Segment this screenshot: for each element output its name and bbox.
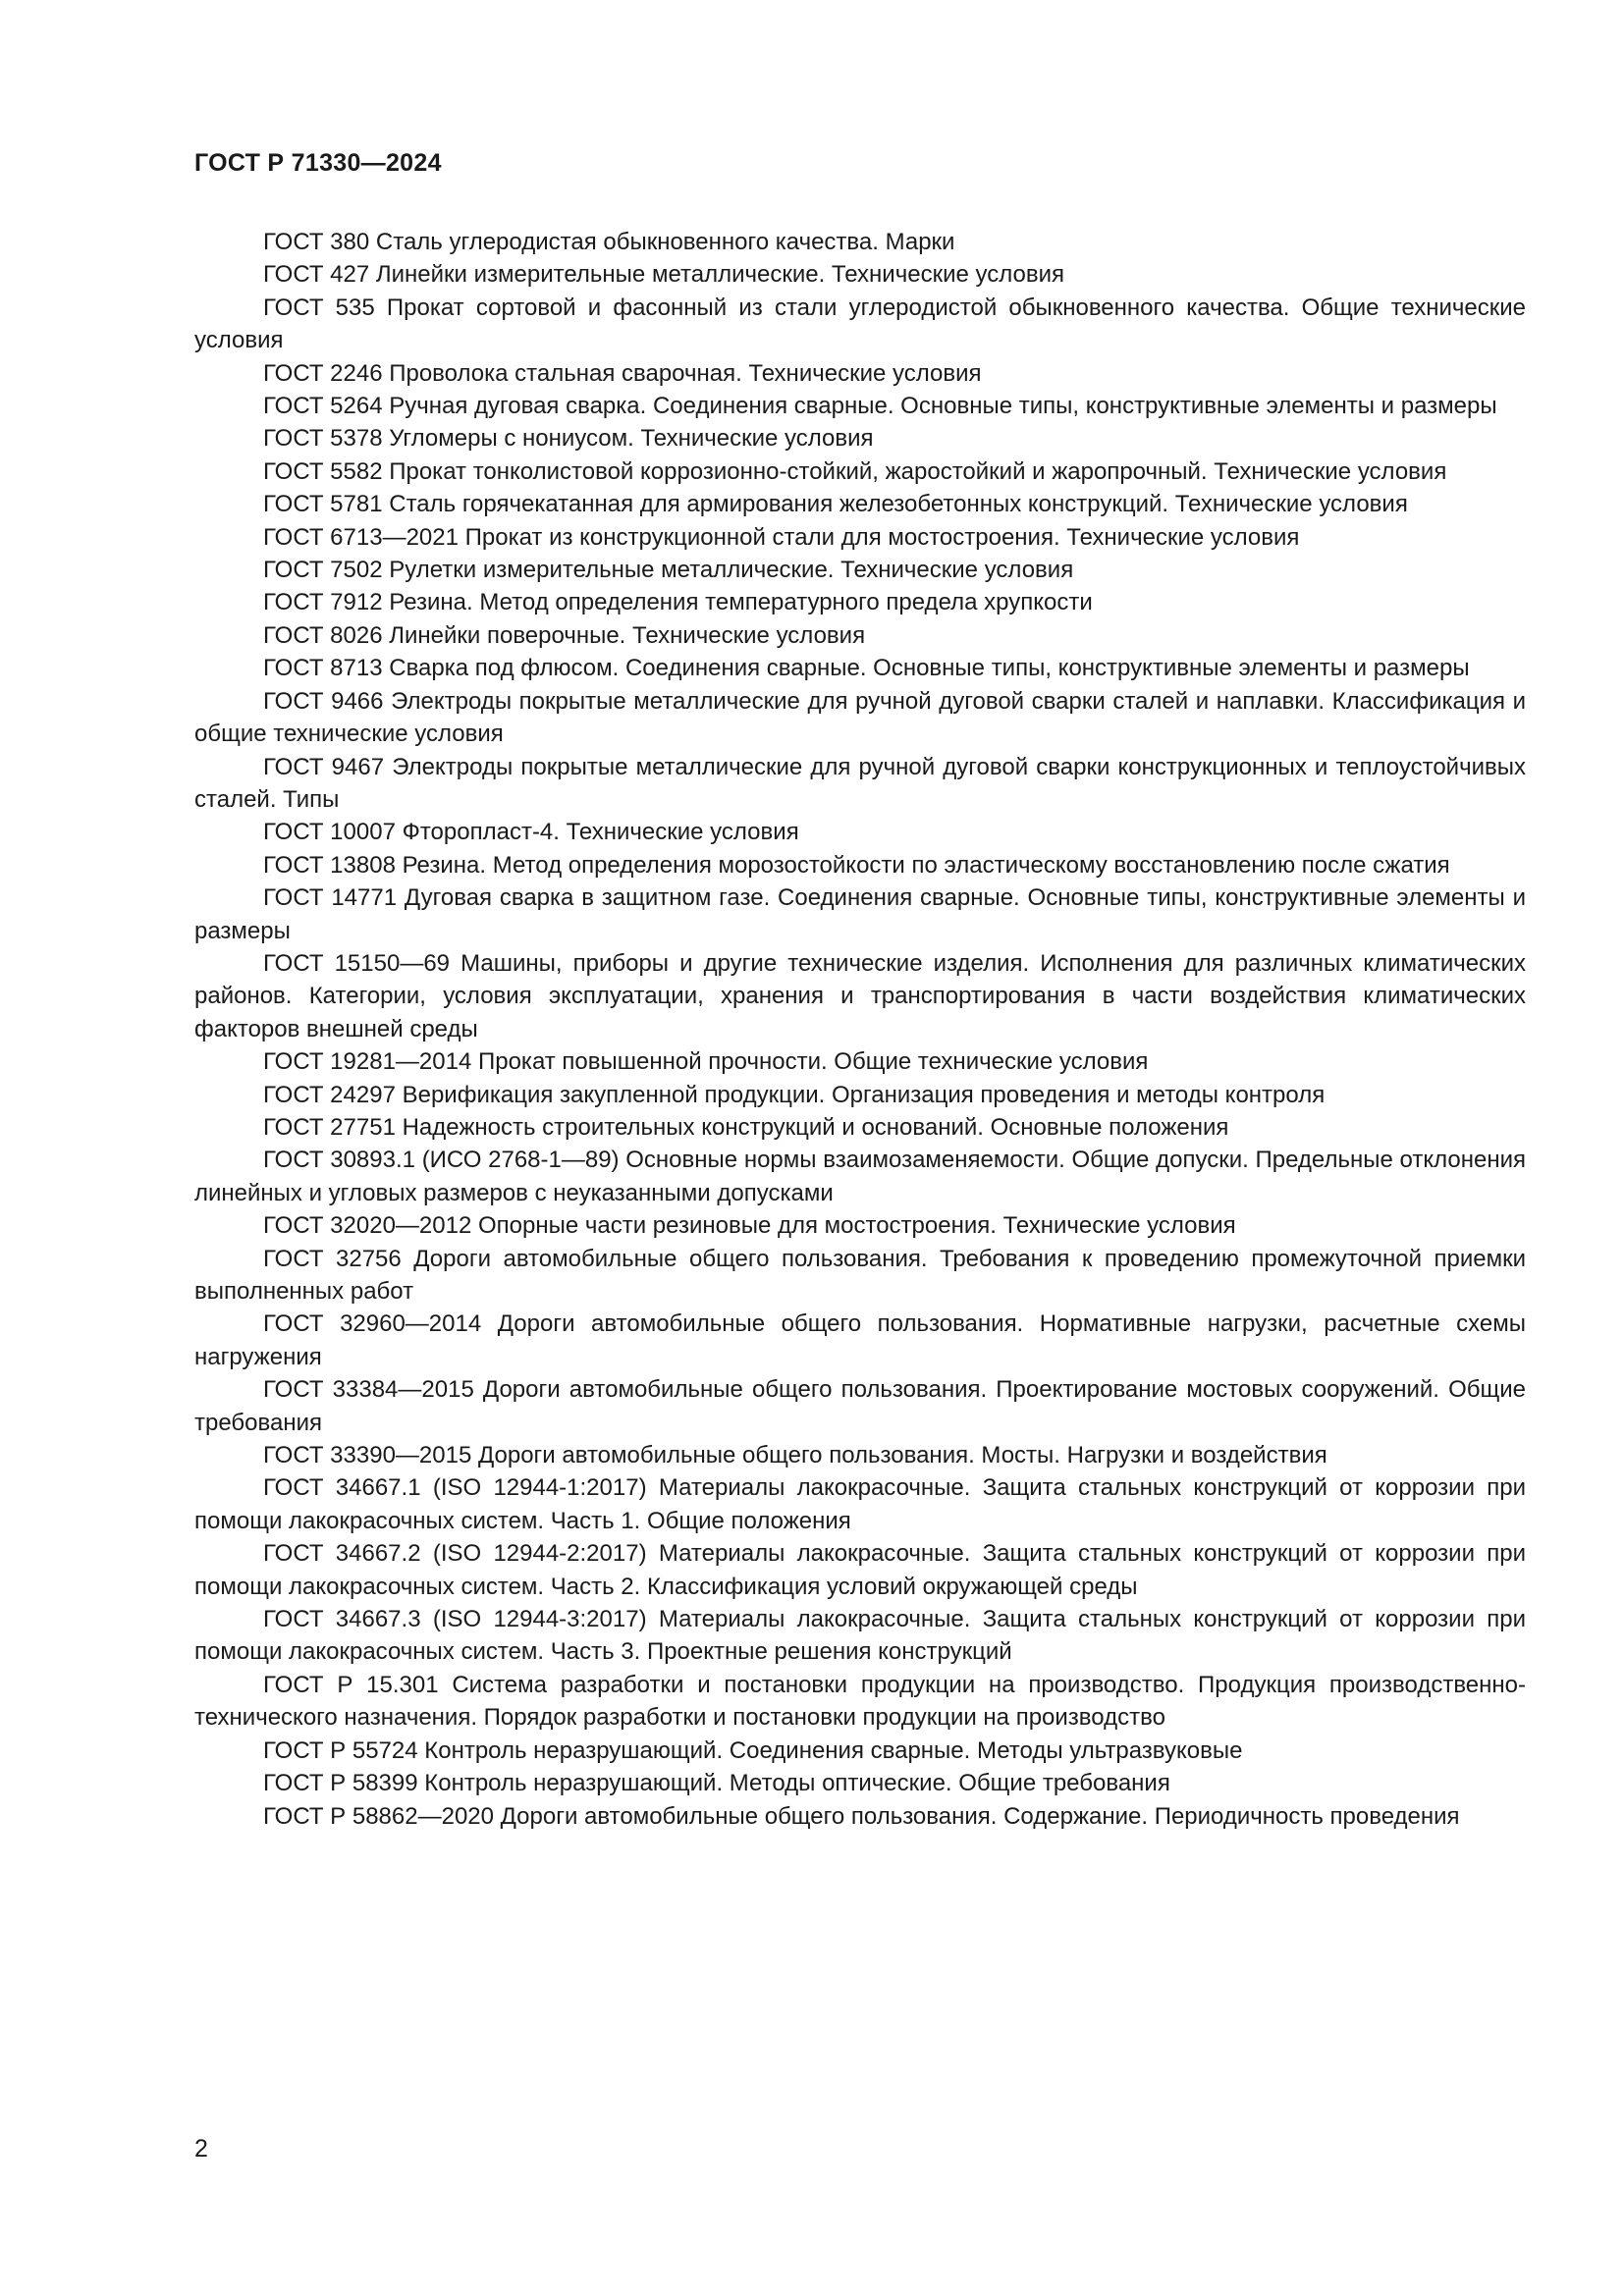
reference-item: ГОСТ 6713—2021 Прокат из конструкционной стали для мостостроения. Технические условия (263, 523, 1300, 551)
reference-item: ГОСТ 7912 Резина. Метод определения температурного предела хрупкости (263, 589, 1093, 616)
reference-item: ГОСТ 9466 Электроды покрытые металлические для ручной дуговой сварки сталей и наплавки. Классификация и общие технические условия (194, 687, 1526, 748)
reference-item: ГОСТ 33384—2015 Дороги автомобильные общего пользования. Проектирование мостовых сооружений. Общие требования (194, 1376, 1526, 1436)
reference-item: ГОСТ 9467 Электроды покрытые металлические для ручной дуговой сварки конструкционных и теплоустойчивых сталей. Типы (194, 753, 1526, 813)
reference-item: ГОСТ 380 Сталь углеродистая обыкновенного качества. Марки (263, 229, 955, 255)
reference-item: ГОСТ 5582 Прокат тонколистовой коррозионно-стойкий, жаростойкий и жаропрочный. Технические условия (263, 457, 1447, 485)
normative-references-list (194, 226, 1526, 1833)
reference-item: ГОСТ Р 15.301 Система разработки и постановки продукции на производство. Продукция производственно-технического назначения. Порядок разработки и постановки продукции на производство (194, 1671, 1526, 1732)
reference-item: ГОСТ 19281—2014 Прокат повышенной прочности. Общие технические условия (263, 1048, 1149, 1076)
reference-item: ГОСТ Р 58399 Контроль неразрушающий. Методы оптические. Общие требования (263, 1770, 1170, 1797)
reference-item: ГОСТ 8026 Линейки поверочные. Технические условия (263, 621, 866, 649)
reference-item: ГОСТ 5378 Угломеры с нониусом. Технические условия (263, 425, 874, 453)
reference-item: ГОСТ 32960—2014 Дороги автомобильные общего пользования. Нормативные нагрузки, расчетные схемы нагружения (194, 1310, 1526, 1370)
reference-item: ГОСТ 27751 Надежность строительных конструкций и оснований. Основные положения (263, 1113, 1229, 1141)
reference-item: ГОСТ Р 58862—2020 Дороги автомобильные общего пользования. Содержание. Периодичность проведения (263, 1802, 1460, 1830)
reference-item: ГОСТ Р 55724 Контроль неразрушающий. Соединения сварные. Методы ультразвуковые (263, 1736, 1243, 1764)
page-number: 2 (194, 2135, 208, 2163)
reference-item: ГОСТ 15150—69 Машины, приборы и другие технические изделия. Исполнения для различных климатических районов. Категории, условия эксплуатации, хранения и транспортирования в части воздействия климатических факторов внешней среды (194, 949, 1526, 1042)
document-code-header: ГОСТ Р 71330—2024 (194, 149, 442, 177)
reference-item: ГОСТ 34667.2 (ISO 12944-2:2017) Материалы лакокрасочные. Защита стальных конструкций от коррозии при помощи лакокрасочных систем. Часть 2. Классификация условий окружающей среды (194, 1540, 1526, 1600)
reference-item: ГОСТ 24297 Верификация закупленной продукции. Организация проведения и методы контроля (263, 1081, 1326, 1108)
reference-item: ГОСТ 14771 Дуговая сварка в защитном газе. Соединения сварные. Основные типы, конструктивные элементы и размеры (194, 884, 1526, 944)
reference-item: ГОСТ 13808 Резина. Метод определения морозостойкости по эластическому восстановлению после сжатия (263, 851, 1450, 879)
reference-item: ГОСТ 8713 Сварка под флюсом. Соединения сварные. Основные типы, конструктивные элементы и размеры (263, 655, 1470, 682)
reference-item: ГОСТ 2246 Проволока стальная сварочная. Технические условия (263, 359, 982, 387)
reference-item: ГОСТ 34667.1 (ISO 12944-1:2017) Материалы лакокрасочные. Защита стальных конструкций от коррозии при помощи лакокрасочных систем. Часть 1. Общие положения (194, 1474, 1526, 1534)
reference-item: ГОСТ 5264 Ручная дуговая сварка. Соединения сварные. Основные типы, конструктивные элементы и размеры (263, 393, 1497, 420)
reference-item: ГОСТ 34667.3 (ISO 12944-3:2017) Материалы лакокрасочные. Защита стальных конструкций от коррозии при помощи лакокрасочных систем. Часть 3. Проектные решения конструкций (194, 1606, 1526, 1666)
reference-item: ГОСТ 427 Линейки измерительные металлические. Технические условия (263, 261, 1064, 289)
reference-item: ГОСТ 535 Прокат сортовой и фасонный из стали углеродистой обыкновенного качества. Общие технические условия (194, 294, 1526, 354)
reference-item: ГОСТ 5781 Сталь горячекатанная для армирования железобетонных конструкций. Технические условия (263, 491, 1408, 518)
reference-item: ГОСТ 10007 Фторопласт-4. Технические условия (263, 819, 799, 846)
reference-item: ГОСТ 30893.1 (ИСО 2768-1—89) Основные нормы взаимозаменяемости. Общие допуски. Предельные отклонения линейных и угловых размеров с неуказанными допусками (194, 1147, 1526, 1206)
reference-item: ГОСТ 32756 Дороги автомобильные общего пользования. Требования к проведению промежуточной приемки выполненных работ (194, 1245, 1526, 1305)
reference-item: ГОСТ 7502 Рулетки измерительные металлические. Технические условия (263, 557, 1074, 584)
reference-item: ГОСТ 33390—2015 Дороги автомобильные общего пользования. Мосты. Нагрузки и воздействия (263, 1442, 1327, 1469)
reference-item: ГОСТ 32020—2012 Опорные части резиновые для мостостроения. Технические условия (263, 1212, 1236, 1240)
